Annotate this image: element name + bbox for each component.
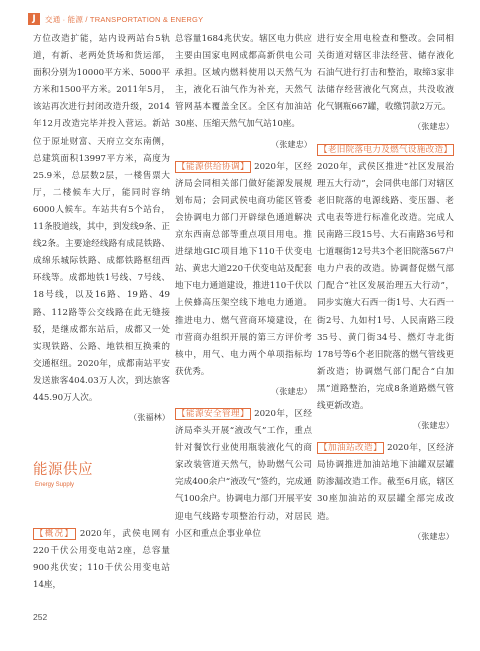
page-number: 252 [33,612,48,622]
paragraph-text: 2020年，武侯电网有220千伏公用变电站2座，总容量900兆伏安；110千伏公用变电站14座， [33,529,170,591]
author-signature: （张建忠） [413,121,454,132]
running-header [28,12,203,26]
paragraph-text: 2020年，武侯区推进“社区发展治理五大行动”，会同供电部门对辖区老旧院落的电源线路、变压器、老式电表等进行标准化改造。完成人民南路三段15号、大石南路36号和七道堰街12号共3个老旧院落567户电力户表的改造。协调督促燃气部门配合“社区发展治理五大行动”，同步实施大石西一街1号、大石西一街2号、九如村1号、人民南路三段35号、黄门街34号、燃灯寺北街178号等6个老旧院落的燃气管线更新改造；协调燃气部门配合“白加黑”道路整治，完成8条道路燃气管线更新改造。 [317,161,454,411]
paragraph [317,440,454,525]
author-signature: （张建忠） [271,385,312,396]
paragraph [317,142,454,416]
paragraph-text: 2020年，区经济局协调推进加油站地下油罐双层罐防渗漏改造工作。截至6月底，辖区30座加油站的双层罐全部完成改造。 [317,443,454,522]
author-signature: （张建忠） [413,420,454,431]
column-2 [175,31,312,543]
article-tag: 【老旧院落电力及燃气设施改造】 [319,144,452,155]
column-3 [317,31,454,551]
section-title: 能源供应 [33,462,93,479]
paragraph [33,526,170,594]
paragraph [175,406,312,543]
paragraph: 进行安全用电检查和整改。会同相关街道对辖区非法经营、储存液化石油气进行打击和整治，取缔3家非法储存经营液化气窝点，共没收液化气钢瓶667罐，收缴罚款2万元。 [317,34,454,113]
paragraph [175,159,312,381]
paragraph: 总容量1684兆伏安。辖区电力供应主要由国家电网成都高新供电公司承担。区域内燃料使用以天然气为主，液化石油气作为补充，天然气管网基本覆盖全区。全区有加油站30座、压缩天然气加气站10座。 [175,34,312,130]
section-logo-icon: J [28,13,40,25]
article-tag: 【概况】 [35,529,74,540]
author-signature: （张建忠） [413,530,454,541]
article-tag: 【能源安全管理】 [177,408,249,419]
section-heading [33,462,170,506]
section-subtitle: Energy Supply [35,482,75,489]
author-signature: （张福林） [129,412,170,423]
header-title: 交通 · 能源 / TRANSPORTATION & ENERGY [45,14,204,24]
author-signature: （张建忠） [271,138,312,149]
paragraph: 方位改造扩能，站内设两站台5轨道，有新、老两处货场和货运部，面积分别为10000平方米、5000平方米和1500平方米。2011年5月，该站再次进行封闭改造升级，2014年12月改造完毕并投入营运。新站位于原址财富、天府立交东南侧，总建筑面积13997平方米，高度为25.9米，总层数2层，一楼售票大厅，二楼候车大厅，能同时容纳6000人候车。车站共有5个站台，11条股道线，其中，到发线9条、正线2条。主要途经线路有成昆铁路、成绵乐城际铁路、成都铁路枢纽西环线等。成都地铁1号线、7号线、18号线，以及16路、19路、49路、112路等公交线路在此无缝接驳，是继成都东站后，成都又一处实现铁路、公路、地铁相互换乘的交通枢纽。2020年，成都南站平安发送旅客404.03万人次，到达旅客445.90万人次。 [33,34,170,403]
column-1 [33,31,170,595]
article-tag: 【能源供给协调】 [177,161,249,172]
paragraph-text: 2020年，区经济局会同相关部门做好能源发展规划布局；会同武侯电商功能区管委会协调电力部门开辟绿色通道解决京东西南总部等重点项目用电。推进绿地GIC项目地下110千伏变电站、黄忠大道220千伏变电站及配套地下电力通道建设，推进110千伏以上侯蜂高压架空线下地电力通道。推进电力、燃气营商环境建设，在市营商办组织开展的第三方评价考核中，用气、电力两个单项指标均获优秀。 [175,161,312,377]
article-tag: 【加油站改造】 [319,443,382,454]
paragraph-text: 2020年，区经济局牵头开展“液改气”工作，重点针对餐饮行业使用瓶装液化气的商家改装管道天然气，协助燃气公司完成400余户“液改气”签约，完成通气100余户。协调电力部门开展平安迎电气线路专项整治行动，对居民小区和重点企事业单位 [175,408,312,539]
